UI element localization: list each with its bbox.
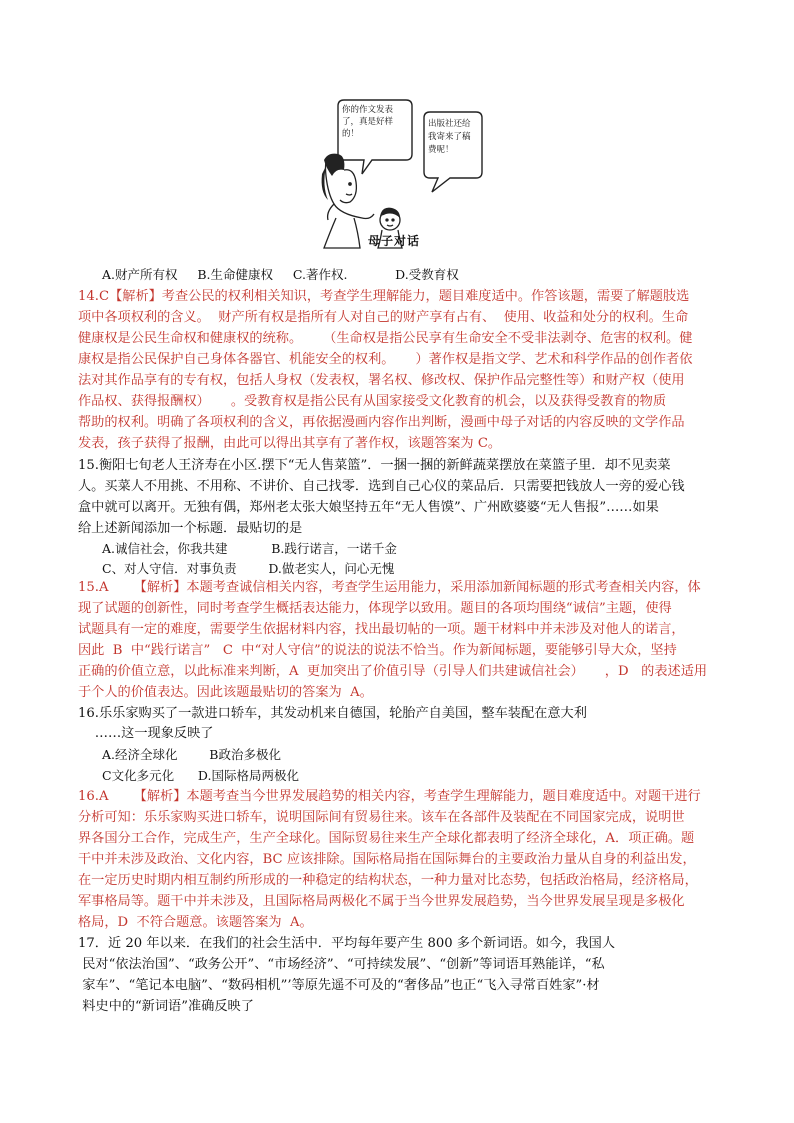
question-line: 盒中就可以离开。无独有偶，郑州老太张大娘坚持五年“无人售馍”、广州欧婆婆“无人售报”……如果 <box>78 500 659 515</box>
answer-line: 康权是指公民保护自己身体各器官、机能安全的权利。 ）著作权是指文学、艺术和科学作品的创作者依 <box>78 352 693 367</box>
bubble-left-text: 你的作文发表了，真是好样的！ <box>342 105 394 139</box>
bubble-right-text: 出版社还给我寄来了稿费呢！ <box>428 119 471 155</box>
answer-line: 现了试题的创新性，同时考查学生概括表达能力，体现学以致用。题目的各项均围绕“诚信”主题，使得 <box>78 601 672 616</box>
answer-line: 项中各项权利的含义。 财产所有权是指所有人对自己的财产享有占有、 使用、收益和处分的权利。生命 <box>78 310 689 325</box>
q16-option-row: C文化多元化 D.国际格局两极化 <box>102 768 299 783</box>
answer-line: 14.C【解析】考查公民的权利相关知识，考查学生理解能力，题目难度适中。作答该题，需要了解题肢选 <box>78 289 690 304</box>
question-line: ……这一现象反映了 <box>78 726 214 741</box>
question-line: 料史中的“新词语”准确反映了 <box>78 999 254 1014</box>
answer-line: 正确的价值立意，以此标准来判断，A 更加突出了价值引导（引导人们共建诚信社会） ，D 的表述适用 <box>78 664 708 679</box>
answer-line: 法对其作品享有的专有权，包括人身权（发表权，署名权、修改权、保护作品完整性等）和财产权（使用 <box>78 373 685 388</box>
answer-line: 分析可知：乐乐家购买进口轿车，说明国际间有贸易往来。该车在各部件及装配在不同国家完成，说明世 <box>78 810 685 825</box>
question-line: 17．近 20 年以来．在我们的社会生活中．平均每年要产生 800 多个新词语。如今，我国人 <box>78 936 616 951</box>
answer-line: 于个人的价值表达。因此该题最贴切的答案为 A。 <box>78 685 373 700</box>
answer-line: 发表，孩子获得了报酬，由此可以得出其享有了著作权，该题答案为 C。 <box>78 436 502 451</box>
question-line: 家车”、“笔记本电脑”、“数码相机”’等原先遥不可及的“奢侈品”也正“飞入寻常百姓家”·材 <box>78 978 600 993</box>
question-line: 15.衡阳七旬老人王济寿在小区.摆下“无人售菜篮”．一捆一捆的新鲜蔬菜摆放在菜篮子里．却不见卖菜 <box>78 458 671 473</box>
answer-line: 界各国分工合作，完成生产，生产全球化。国际贸易往来生产全球化都表明了经济全球化，A．项正确。题 <box>78 831 695 846</box>
answer-line: 15.A 【解析】本题考查诚信相关内容，考查学生运用能力，采用添加新闻标题的形式考查相关内容，体 <box>78 580 701 595</box>
question-line: 民对“依法治国”、“政务公开”、“市场经济”、“可持续发展”、“创新”等词语耳熟能详，“私 <box>78 957 605 972</box>
question-line: 给上述新闻添加一个标题．最贴切的是 <box>78 521 303 536</box>
answer-line: 健康权是公民生命权和健康权的统称。 （生命权是指公民享有生命安全不受非法剥夺、危害的权利。健 <box>78 331 693 346</box>
answer-line: 军事格局等。题干中并未涉及，且国际格局两极化不属于当今世界发展趋势，当今世界发展呈现是多极化 <box>78 894 685 909</box>
figure-caption: 母子对话 <box>368 234 421 248</box>
answer-line: 16.A 【解析】本题考查当今世界发展趋势的相关内容，考查学生理解能力，题目难度适中。对题干进行 <box>78 789 701 804</box>
question-line: 16.乐乐家购买了一款进口轿车，其发动机来自德国，轮胎产自美国，整车装配在意大利 <box>78 706 587 721</box>
answer-line: 格局，D 不符合题意。该题答案为 A。 <box>78 915 313 930</box>
answer-line: 作品权、获得报酬权） 。受教育权是指公民有从国家接受文化教育的机会，以及获得受教育的物质 <box>78 394 667 409</box>
answer-line: 因此 B 中“践行诺言” C 中“对人守信”的说法的说法不恰当。作为新闻标题，要能够引导大众，坚持 <box>78 643 677 658</box>
q16-option-row: A.经济全球化 B政治多极化 <box>102 747 281 762</box>
q14-options: A.财产所有权 B.生命健康权 C.著作权. D.受教育权 <box>102 267 459 282</box>
question-line: 人。买菜人不用挑、不用称、不讲价、自己找零．选到自己心仪的菜品后．只需要把钱放人一旁的爱心钱 <box>78 479 685 494</box>
answer-line: 帮助的权利。明确了各项权利的含义，再依据漫画内容作出判断，漫画中母子对话的内容反映的文学作品 <box>78 415 685 430</box>
answer-line: 试题具有一定的难度，需要学生依据材料内容，找出最切帖的一项。题干材料中并未涉及对他人的诺言， <box>78 622 685 637</box>
answer-line: 干中并未涉及政治、文化内容，BC 应该排除。国际格局指在国际舞台的主要政治力量从自身的利益出发， <box>78 852 696 867</box>
q15-option-row: A.诚信社会，你我共建 B.践行诺言，一诺千金 <box>102 541 397 556</box>
q15-option-row: C、对人守信．对事负责 D.做老实人，问心无愧 <box>102 561 395 576</box>
answer-line: 在一定历史时期内相互制约所形成的一种稳定的结构状态，一种力量对比态势，包括政治格局，经济格局， <box>78 873 698 888</box>
